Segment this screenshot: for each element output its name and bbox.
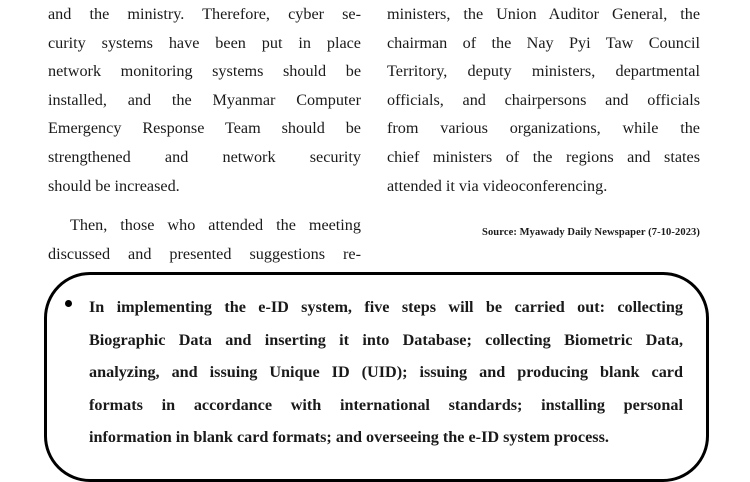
- right-column: [387, 0, 700, 200]
- body-line: network monitoring systems should be: [48, 62, 361, 81]
- body-line: ministers, the Union Auditor General, the: [387, 5, 700, 23]
- callout-line: formats in accordance with international standards; installing personal: [89, 395, 683, 414]
- body-line: officials, and chairpersons and officials: [387, 90, 700, 109]
- body-line: discussed and presented suggestions re-: [48, 244, 361, 263]
- callout-text: [89, 291, 683, 454]
- callout-line: In implementing the e-ID system, five steps will be carried out: collecting: [89, 298, 683, 316]
- callout-line: analyzing, and issuing Unique ID (UID); issuing and producing blank card: [89, 363, 683, 382]
- body-line: chairman of the Nay Pyi Taw Council: [387, 33, 700, 52]
- left-column: [48, 0, 361, 268]
- body-line: Emergency Response Team should be: [48, 119, 361, 138]
- callout-line: information in blank card formats; and overseeing the e-ID system process.: [89, 428, 609, 447]
- body-line: attended it via videoconferencing.: [387, 176, 608, 195]
- callout-line: Biographic Data and inserting it into Database; collecting Biometric Data,: [89, 330, 683, 349]
- body-line: Then, those who attended the meeting: [70, 216, 361, 235]
- body-line: curity systems have been put in place: [48, 33, 361, 52]
- body-line: strengthened and network security: [48, 147, 361, 166]
- body-line: should be increased.: [48, 176, 180, 195]
- body-line: from various organizations, while the: [387, 119, 700, 138]
- source-citation: Source: Myawady Daily Newspaper (7-10-2023): [482, 227, 700, 238]
- body-line: installed, and the Myanmar Computer: [48, 90, 361, 109]
- body-line: chief ministers of the regions and states: [387, 147, 700, 166]
- body-line: and the ministry. Therefore, cyber se-: [48, 5, 361, 23]
- bullet-icon: [65, 300, 72, 307]
- body-line: Territory, deputy ministers, departmental: [387, 62, 700, 81]
